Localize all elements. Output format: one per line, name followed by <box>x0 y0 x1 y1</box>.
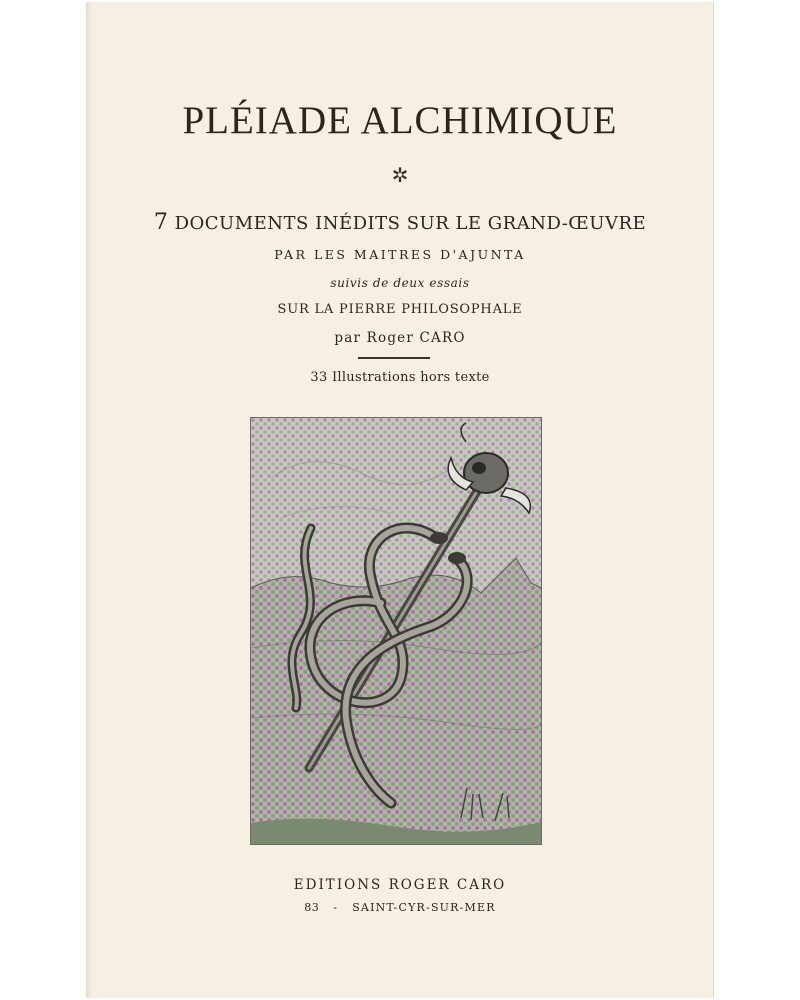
byline-masters: PAR LES MAITRES D'AJUNTA <box>274 247 526 262</box>
ornament-star-icon: ✲ <box>391 163 409 187</box>
essay-topic: SUR LA PIERRE PHILOSOPHALE <box>277 302 523 317</box>
author-line: par Roger CARO <box>334 330 466 346</box>
location-dash: - <box>333 901 339 914</box>
divider-rule <box>358 357 430 359</box>
publisher-name: EDITIONS ROGER CARO <box>293 877 507 893</box>
book-cover <box>86 2 714 998</box>
department-number: 83 <box>304 901 320 914</box>
caduceus-engraving <box>250 417 542 845</box>
town-name: SAINT-CYR-SUR-MER <box>352 901 496 914</box>
subtitle-text: DOCUMENTS INÉDITS SUR LE GRAND-ŒUVRE <box>174 213 647 234</box>
subtitle-number: 7 <box>153 210 169 235</box>
subtitle <box>86 210 714 235</box>
followed-by: suivis de deux essais <box>330 276 470 290</box>
book-title: PLÉIADE ALCHIMIQUE <box>182 99 618 142</box>
publisher-location <box>86 901 714 914</box>
illustrations-note: 33 Illustrations hors texte <box>310 370 490 385</box>
spine-edge <box>86 2 92 998</box>
